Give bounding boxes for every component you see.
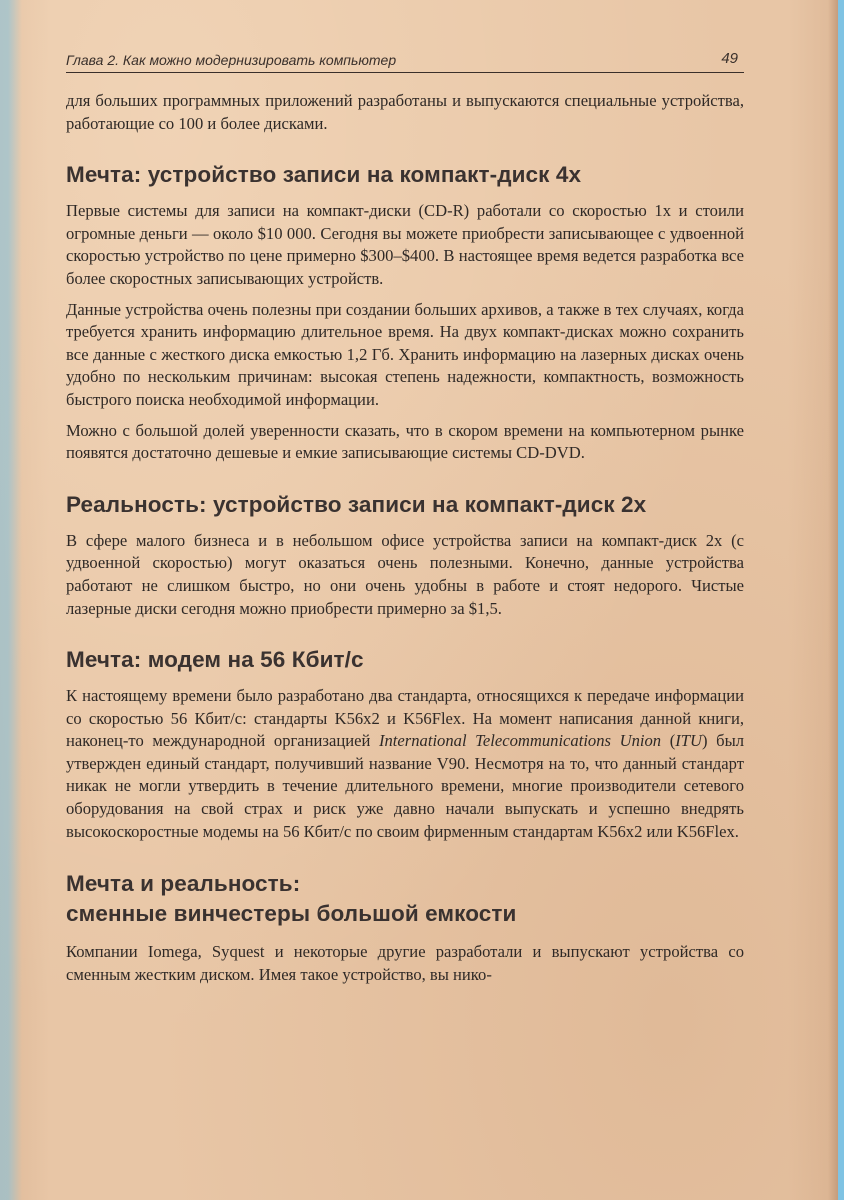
intro-paragraph: для больших программных приложений разработаны и выпускаются специальные устройства, работающие со 100 и более дисками.	[66, 91, 744, 133]
paragraph-modem	[66, 685, 744, 843]
section-heading-cdr-2x: Реальность: устройство записи на компакт-диск 2х	[66, 491, 647, 517]
paragraph: Первые системы для записи на компакт-диски (CD-R) работали со скоростью 1х и стоили огромные деньги — около $10 000. Сегодня вы можете приобрести записывающее с удвоенной скоростью устройство по цене примерно $300–$400. В настоящее время ведется разработка все более скоростных записывающих устройств.	[66, 201, 744, 288]
heading-line: Мечта и реальность:	[66, 871, 301, 897]
page-left-edge	[0, 0, 22, 1200]
paragraph: Компании Iomega, Syquest и некоторые другие разработали и выпускают устройства со сменным жестким диском. Имея такое устройство, вы нико-	[66, 942, 744, 984]
paragraph: Можно с большой долей уверенности сказать, что в скором времени на компьютерном рынке появятся достаточно дешевые и емкие записывающие системы CD-DVD.	[66, 420, 744, 463]
organization-abbr: ITU	[675, 731, 702, 751]
section-heading-removable-drives	[66, 869, 744, 929]
running-header	[66, 50, 744, 73]
chapter-title: Глава 2. Как можно модернизировать компьютер	[66, 52, 397, 68]
page-right-edge	[828, 0, 838, 1200]
page-number: 49	[721, 50, 738, 67]
page-body	[66, 90, 744, 986]
section-heading-cdr-4x: Мечта: устройство записи на компакт-диск 4х	[66, 162, 582, 188]
section-heading-modem-56k: Мечта: модем на 56 Кбит/с	[66, 647, 364, 673]
paragraph: Данные устройства очень полезны при создании больших архивов, а также в тех случаях, когда требуется хранить информацию длительное время. На двух компакт-дисках можно сохранить все данные с жесткого диска емкостью 1,2 Гб. Хранить информацию на лазерных дисках очень удобно по нескольким причинам: высокая степень надежности, компактность, возможность быстрого поиска необходимой информации.	[66, 299, 744, 409]
organization-name: International Telecommunications Union	[378, 731, 662, 751]
paragraph: В сфере малого бизнеса и в небольшом офисе устройства записи на компакт-диск 2х (с удвоенной скоростью) могут оказаться очень полезными. Конечно, данные устройства работают не слишком быстро, но они очень удобны в работе и стоят недорого. Чистые лазерные диски сегодня можно приобрести примерно за $1,5.	[66, 530, 744, 618]
heading-line: сменные винчестеры большой емкости	[66, 901, 517, 927]
text-run: ) был утвержден единый стандарт, получивший название V90. Несмотря на то, что данный стандарт никак не могли утвердить в течение длительного времени, многие производители сетевого оборудования на свой страх и риск уже давно начали выпускать и успешно внедрять высокоскоростные модемы на 56 Кбит/с по своим фирменным стандартам K56x2 или K56Flex.	[66, 731, 745, 841]
text-run: К настоящему времени было разработано два стандарта, относящихся к передаче информации со скоростью 56 Кбит/с: стандарты K56x2 и K56Flex. На момент написания данной книги, наконец-то международной организацией	[66, 686, 744, 751]
text-run: (	[661, 731, 676, 751]
